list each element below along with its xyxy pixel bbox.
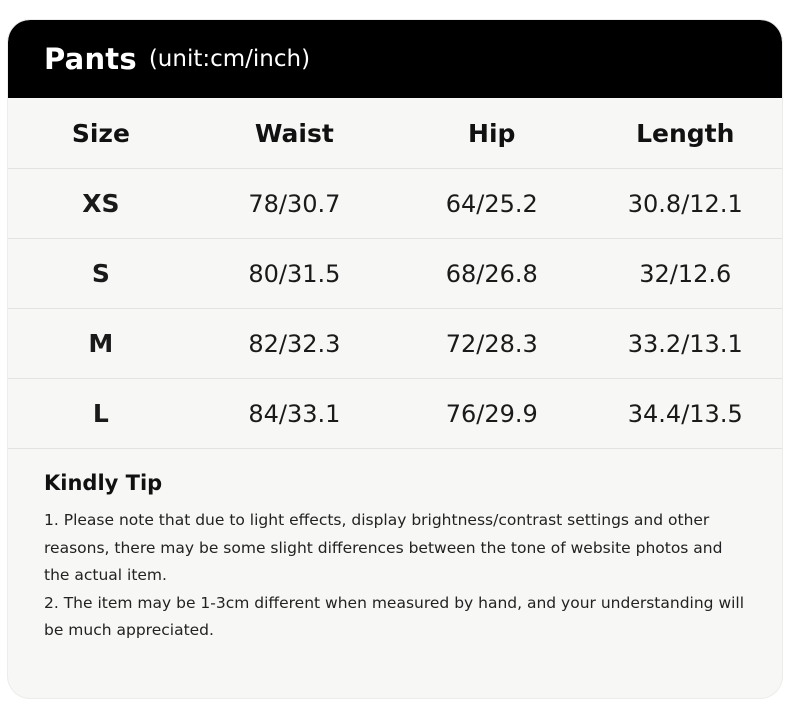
table-row — [8, 379, 782, 449]
cell-hip: 76/29.9 — [395, 379, 589, 449]
kindly-tip-section — [8, 449, 782, 645]
unit-label: (unit:cm/inch) — [148, 45, 311, 72]
cell-waist: 80/31.5 — [194, 239, 395, 309]
cell-length: 33.2/13.1 — [588, 309, 782, 379]
cell-waist: 84/33.1 — [194, 379, 395, 449]
table-row — [8, 309, 782, 379]
cell-waist: 78/30.7 — [194, 169, 395, 239]
cell-length: 34.4/13.5 — [588, 379, 782, 449]
column-header-waist: Waist — [194, 98, 395, 169]
size-chart-card — [8, 20, 782, 698]
size-table — [8, 98, 782, 449]
cell-hip: 64/25.2 — [395, 169, 589, 239]
kindly-tip-line-2: 2. The item may be 1-3cm different when measured by hand, and your understanding will be much appreciated. — [44, 593, 745, 640]
kindly-tip-line-1: 1. Please note that due to light effects, display brightness/contrast settings and other reasons, there may be some slight differences between the tone of website photos and the actual item. — [44, 511, 723, 585]
cell-size: XS — [8, 169, 194, 239]
column-header-length: Length — [588, 98, 782, 169]
table-row — [8, 169, 782, 239]
cell-size: M — [8, 309, 194, 379]
column-header-size: Size — [8, 98, 194, 169]
cell-size: S — [8, 239, 194, 309]
cell-length: 32/12.6 — [588, 239, 782, 309]
page-title: Pants — [44, 42, 137, 76]
cell-hip: 72/28.3 — [395, 309, 589, 379]
cell-waist: 82/32.3 — [194, 309, 395, 379]
table-row — [8, 239, 782, 309]
cell-hip: 68/26.8 — [395, 239, 589, 309]
cell-length: 30.8/12.1 — [588, 169, 782, 239]
card-header — [8, 20, 782, 98]
column-header-hip: Hip — [395, 98, 589, 169]
kindly-tip-title: Kindly Tip — [44, 471, 163, 495]
table-header-row — [8, 98, 782, 169]
cell-size: L — [8, 379, 194, 449]
